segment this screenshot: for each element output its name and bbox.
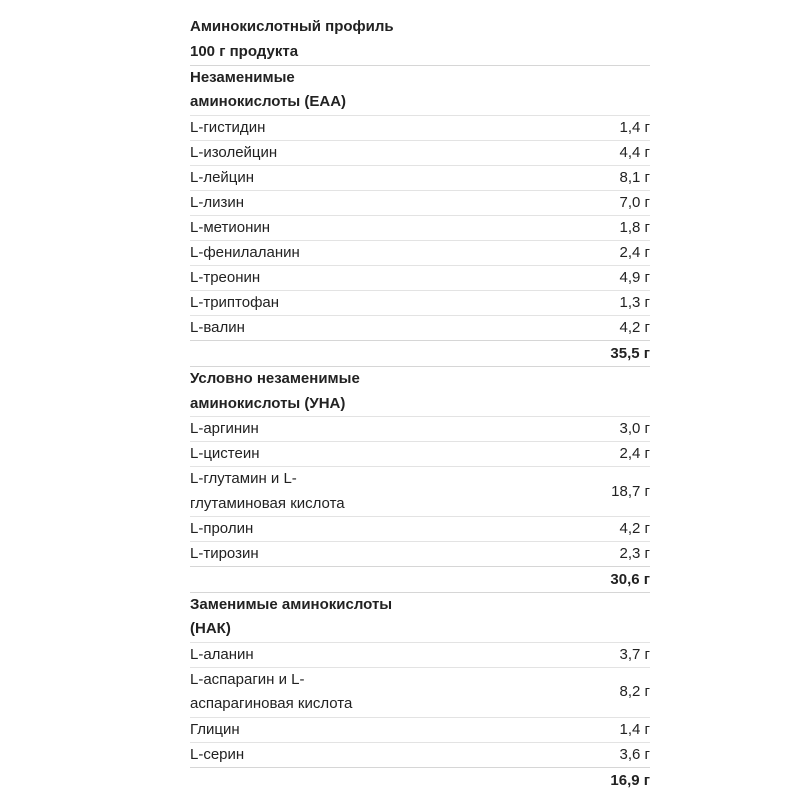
amino-acid-amount: 3,0 г (619, 420, 650, 438)
amino-acid-name: L-аланин (190, 646, 254, 664)
amino-acid-amount: 2,4 г (619, 244, 650, 262)
amino-acid-name: L-треонин (190, 269, 261, 287)
amino-acid-name: L-пролин (190, 519, 254, 537)
table-row (190, 667, 650, 717)
amino-acid-name: L-лейцин (190, 169, 255, 187)
amino-acid-amount: 3,6 г (619, 745, 650, 763)
amino-acid-name: L-фенилаланин (190, 244, 300, 262)
section-header-line-1: Условно незаменимые (190, 369, 360, 387)
section-header-line-1: Незаменимые (190, 68, 295, 86)
amino-acid-name: L-серин (190, 745, 245, 763)
table-row (190, 140, 650, 165)
title-line-2: 100 г продукта (190, 42, 299, 60)
amino-acid-name: L-триптофан (190, 294, 280, 312)
amino-acid-name: L-изолейцин (190, 144, 278, 162)
amino-acid-name: Глицин (190, 720, 240, 738)
amino-acid-name: L-аргинин (190, 420, 259, 438)
section-header-line-2: (НАК) (190, 620, 231, 638)
amino-acid-amount: 1,4 г (619, 119, 650, 137)
amino-acid-table (190, 12, 650, 792)
amino-acid-amount: 2,3 г (619, 544, 650, 562)
amino-acid-name: L-валин (190, 319, 245, 337)
amino-acid-amount: 1,8 г (619, 219, 650, 237)
table-row (190, 742, 650, 767)
section-header (190, 366, 650, 417)
amino-acid-name: L-лизин (190, 194, 245, 212)
amino-acid-amount: 8,1 г (619, 169, 650, 187)
amino-acid-amount: 7,0 г (619, 194, 650, 212)
section-header-line-2: аминокислоты (УНА) (190, 394, 346, 412)
section-2 (190, 366, 650, 592)
table-row (190, 516, 650, 541)
amino-acid-amount: 1,3 г (619, 294, 650, 312)
section-header (190, 592, 650, 643)
section-1 (190, 65, 650, 366)
table-title (190, 12, 650, 65)
section-header-line-1: Заменимые аминокислоты (190, 595, 393, 613)
table-row (190, 115, 650, 140)
amino-acid-amount: 4,9 г (619, 269, 650, 287)
table-row (190, 290, 650, 315)
table-row (190, 215, 650, 240)
section-3 (190, 592, 650, 793)
table-row (190, 416, 650, 441)
table-row (190, 466, 650, 516)
amino-acid-amount: 8,2 г (619, 683, 650, 701)
amino-acid-amount: 18,7 г (611, 482, 650, 500)
section-header (190, 65, 650, 116)
table-row (190, 642, 650, 667)
title-line-1: Аминокислотный профиль (190, 18, 394, 35)
amino-acid-name: L-глутамин и L- глутаминовая кислота (190, 470, 345, 512)
table-row (190, 315, 650, 340)
section-header-line-2: аминокислоты (EAA) (190, 93, 347, 111)
table-row (190, 541, 650, 566)
table-row (190, 441, 650, 466)
amino-acid-name: L-цистеин (190, 445, 260, 463)
amino-acid-amount: 3,7 г (619, 646, 650, 664)
amino-acid-amount: 4,2 г (619, 319, 650, 337)
amino-acid-amount: 1,4 г (619, 720, 650, 738)
section-total-value: 35,5 г (610, 344, 650, 362)
amino-acid-name: L-гистидин (190, 119, 266, 137)
amino-acid-amount: 2,4 г (619, 445, 650, 463)
amino-acid-name: L-тирозин (190, 544, 259, 562)
amino-acid-name: L-метионин (190, 219, 271, 237)
section-total (190, 340, 650, 366)
sections-container (190, 65, 650, 793)
table-row (190, 717, 650, 742)
amino-acid-amount: 4,2 г (619, 519, 650, 537)
table-row (190, 265, 650, 290)
amino-acid-amount: 4,4 г (619, 144, 650, 162)
amino-acid-name: L-аспарагин и L- аспарагиновая кислота (190, 671, 353, 713)
section-total-value: 16,9 г (610, 771, 650, 789)
table-row (190, 190, 650, 215)
table-row (190, 165, 650, 190)
section-total (190, 566, 650, 592)
table-row (190, 240, 650, 265)
section-total-value: 30,6 г (610, 570, 650, 588)
section-total (190, 767, 650, 793)
